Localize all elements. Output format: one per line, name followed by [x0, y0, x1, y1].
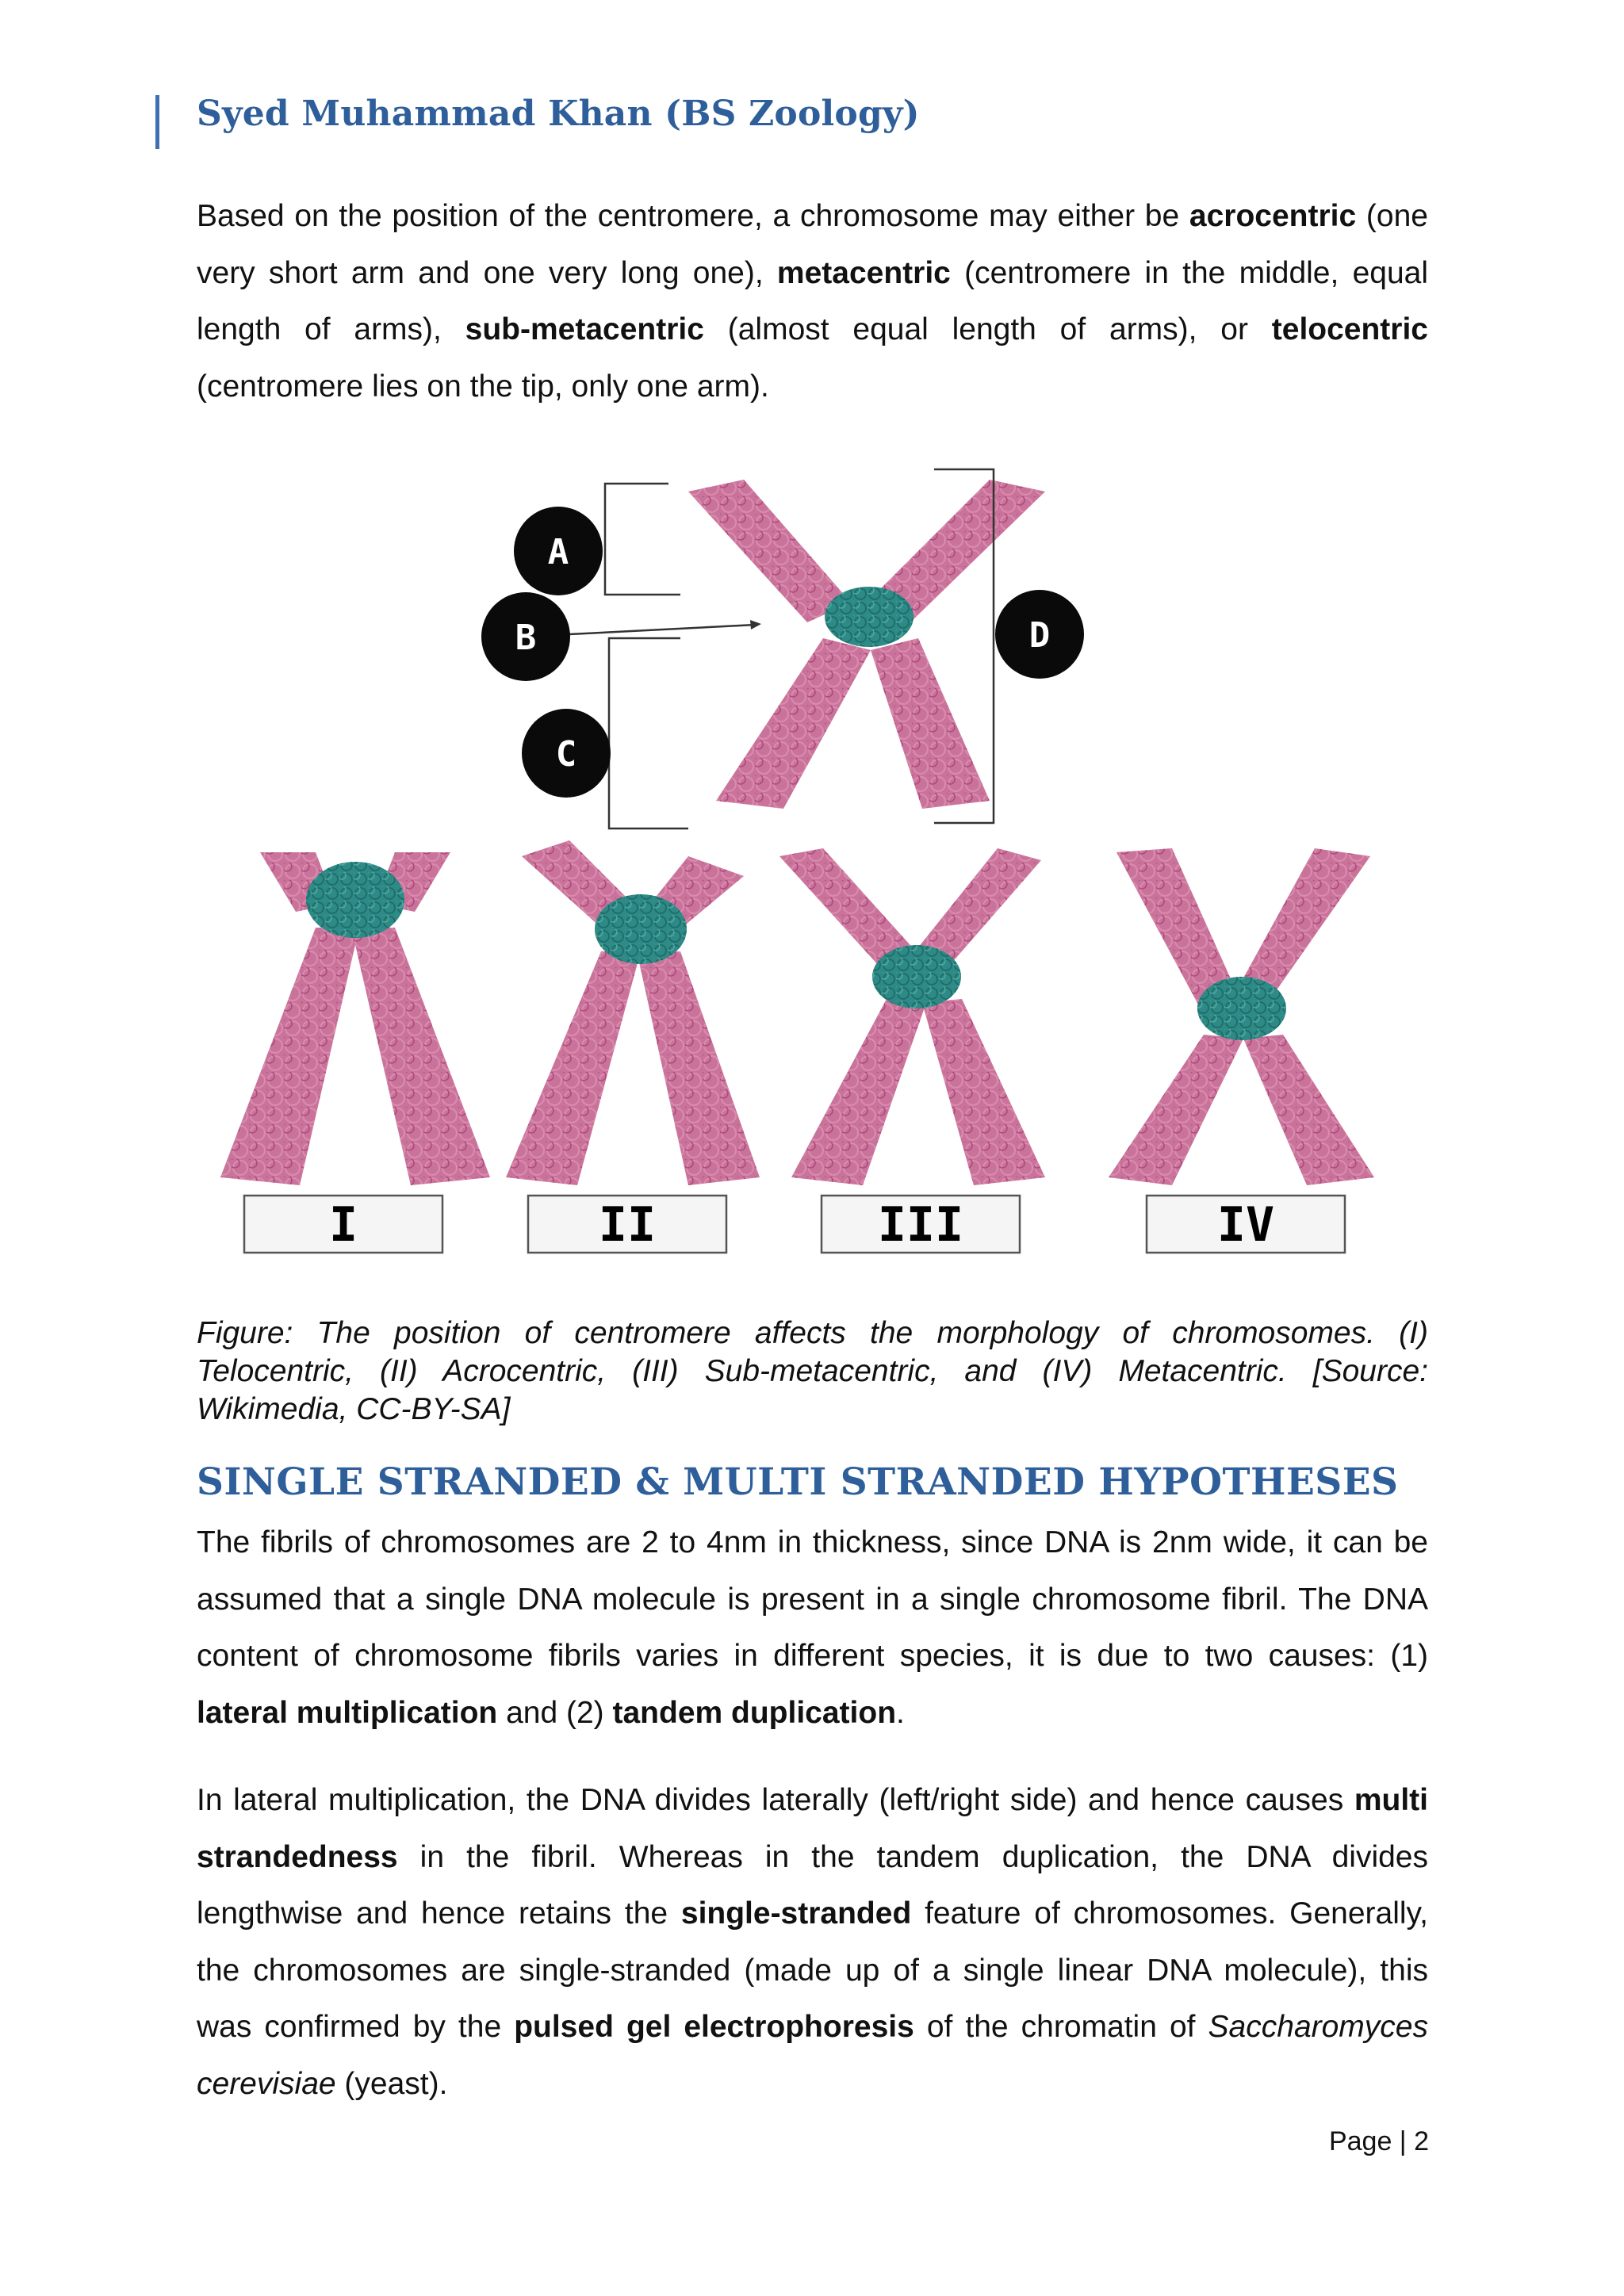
- text-run: (centromere lies on the tip, only one arm).: [197, 369, 769, 404]
- figure-caption: Figure: The position of centromere affects the morphology of chromosomes. (I) Telocentric, (II) Acrocentric, (III) Sub-metacentric, and (IV) Metacentric. [Source: Wikimedia, CC-BY-SA]: [197, 1316, 1428, 1426]
- label-box-ii: [528, 1196, 726, 1253]
- label-box-i: [244, 1196, 442, 1253]
- label-d-text: D: [1028, 615, 1051, 656]
- label-circle-a: [514, 507, 603, 595]
- text-run: feature of chromosomes. Generally, the chromosomes are single-stranded (made up of a single linear DNA molecule), this was confirmed by the: [197, 1896, 1428, 2044]
- pointer-b-arrowhead: [750, 620, 761, 629]
- header-accent-bar: [155, 95, 159, 149]
- text-run: (almost equal length of arms), or: [703, 312, 1272, 346]
- chromatid-arm: [716, 638, 871, 809]
- text-run: (centromere in the middle, equal length of arms),: [197, 255, 1428, 346]
- bold-term: single-stranded: [680, 1896, 912, 1931]
- text-run: (yeast).: [335, 2066, 448, 2101]
- bracket-c: [609, 638, 688, 828]
- bold-term: telocentric: [1271, 312, 1428, 346]
- labeled-chromosome: [688, 480, 1045, 809]
- section-heading: SINGLE STRANDED & MULTI STRANDED HYPOTHESES: [197, 1460, 1399, 1504]
- label-box-iii: [822, 1196, 1020, 1253]
- header-author: Syed Muhammad Khan (BS Zoology): [197, 94, 920, 134]
- text-run: In lateral multiplication, the DNA divides laterally (left/right side) and hence causes: [197, 1783, 1354, 1817]
- chromatid-arm: [871, 638, 990, 809]
- chromosome-diagram: [197, 444, 1428, 1284]
- bold-term: metacentric: [776, 255, 951, 290]
- paragraph-lateral-multiplication: [197, 1772, 1428, 2112]
- label-box-iv: [1147, 1196, 1345, 1253]
- chromosome-submetacentric: [779, 848, 1045, 1185]
- label-a-text: A: [547, 532, 569, 572]
- label-ii-text: II: [598, 1197, 657, 1253]
- paragraph-fibril-dna: [197, 1514, 1428, 1741]
- label-i-text: I: [328, 1197, 358, 1253]
- chromosome-acrocentric: [506, 840, 760, 1185]
- centromere: [825, 587, 914, 647]
- chromatid-arm: [688, 480, 851, 622]
- chromosome-telocentric: [220, 852, 490, 1185]
- label-circle-c: [522, 709, 611, 798]
- chromosome-metacentric: [1109, 848, 1374, 1185]
- text-run: of the chromatin of: [914, 2010, 1208, 2044]
- text-run: The fibrils of chromosomes are 2 to 4nm in thickness, since DNA is 2nm wide, it can be assumed that a single DNA molecule is present in a single chromosome fibril. The DNA content of chromosome fibrils varies in different species, it is due to two causes: (1): [197, 1525, 1428, 1673]
- label-b-text: B: [515, 618, 537, 658]
- text-run: (one very short arm and one very long one),: [197, 199, 1428, 290]
- paragraph-centromere-types: [197, 188, 1428, 415]
- label-circle-b: [481, 592, 570, 681]
- bold-term: acrocentric: [1189, 199, 1357, 233]
- bold-term: multi strandedness: [197, 1783, 1428, 1874]
- bracket-a: [605, 484, 680, 595]
- label-c-text: C: [555, 734, 577, 775]
- label-iv-text: IV: [1216, 1197, 1275, 1253]
- text-run: in the fibril. Whereas in the tandem duplication, the DNA divides lengthwise and hence retains the: [197, 1839, 1428, 1931]
- bold-term: pulsed gel electrophoresis: [514, 2010, 914, 2044]
- bold-term: sub-metacentric: [465, 312, 704, 346]
- text-run: and (2): [497, 1695, 613, 1730]
- text-run: .: [896, 1695, 905, 1730]
- chromosome-figure: [197, 444, 1428, 1284]
- bold-term: tandem duplication: [612, 1695, 897, 1730]
- label-circle-d: [995, 590, 1084, 679]
- label-iii-text: III: [877, 1197, 964, 1253]
- pointer-b-line: [569, 625, 756, 634]
- bold-term: lateral multiplication: [197, 1695, 498, 1730]
- text-run: Based on the position of the centromere, a chromosome may either be: [197, 199, 1189, 233]
- italic-species-name: Saccharomyces cerevisiae: [197, 2010, 1428, 2101]
- page-number: Page | 2: [1328, 2126, 1429, 2156]
